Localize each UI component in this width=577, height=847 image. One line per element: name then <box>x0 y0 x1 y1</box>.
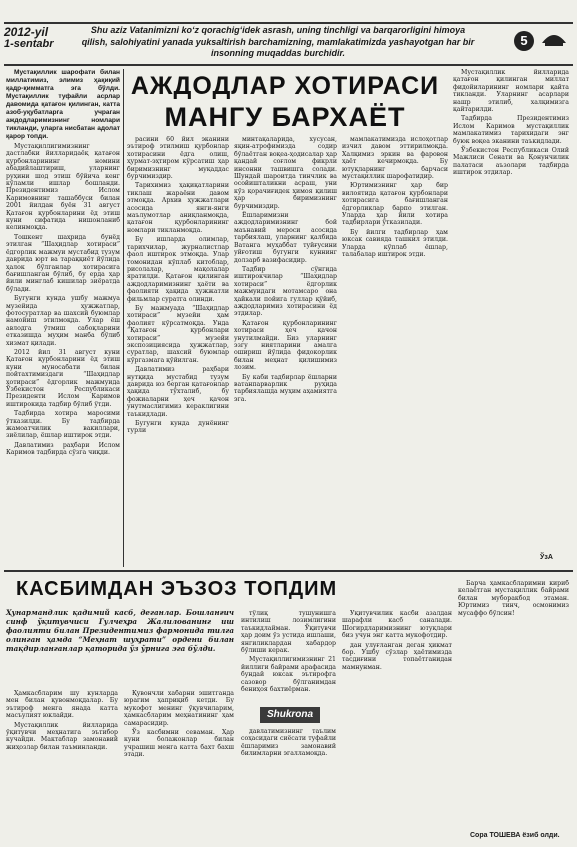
paragraph: 2012 йил 31 август куни Қатағон қурбонларини ёд этиш куни муносабати билан пойтахтимиздаги “Шаҳидлар хотираси” ёдгорлик мажмуида Ўзбекистон Республикаси Президенти Ислом Каримов иштирокида тадбир бўлиб ўтди. <box>6 348 120 408</box>
header-rule <box>4 64 573 66</box>
paragraph: Ёшларимизни аждодларимизнинг бой маънавий мероси асосида тарбиялаш, уларнинг қалбида Ватанга муҳаббат туйғусини уйғотиш бугунги куннинг долзарб вазифасидир. <box>234 212 337 264</box>
paragraph: Юртимизнинг ҳар бир вилоятида қатағон қурбонлари хотирасига бағишланган ёдгорликлар барпо этилган. Уларда ҳар йили хотира тадбирлари ўтказилади. <box>342 182 448 227</box>
paragraph: Ўз касбимни севаман. Ҳар куни болажонлар билан учрашиш менга катта бахт бахш этади. <box>124 729 234 759</box>
article1-lead: Мустақиллик шарофати билан миллатимиз, элимиз ҳақиқий қадр-қимматга эга бўлди. Мустақиллик туфайли асрлар давомида қатағон қилинган, катта азоб-уқубатларга учраган аждодларимизнинг номлари тикланди, уларга нисбатан адолат қарор топди. <box>6 69 120 140</box>
paragraph: Давлатимиз раҳбари нутқида мустабид тузум даврида юз берган қатағонлар ҳақида тўхталиб, бу фожиаларни ҳеч қачон унутмаслигимиз кераклигини таъкидлади. <box>127 366 229 418</box>
paragraph: Тадбирда хотира маросими ўтказилди. Бу тадбирда жамоатчилик вакиллари, зиёлилар, ёшлар иштирок этди. <box>6 410 120 440</box>
article2-author: Сора ТОШЕВА ёзиб олди. <box>470 832 560 839</box>
rubric-label: Shukrona <box>260 707 320 723</box>
paragraph: Мустақиллик йилларида ўқитувчи меҳнатига эътибор кучайди. Мактаблар замонавий жиҳозлар билан таъминланди. <box>6 721 118 751</box>
paragraph: Бу йилги тадбирлар ҳам юксак савияда ташкил этилди. Уларда кўплаб ёшлар, талабалар иштирок этди. <box>342 228 448 259</box>
paragraph: Давлатимиз раҳбари Ислом Каримов тадбирда сўзга чиқди. <box>6 441 120 457</box>
article2-column-3 <box>241 610 336 700</box>
issue-date <box>4 26 60 50</box>
paragraph: Бу мажмуада “Шаҳидлар хотираси” музейи ҳам фаолият кўрсатмоқда. Унда “Қатағон қурбонлари хотираси” музейи экспозициясида ҳужжатлар, суратлар, шахсий буюмлар кўргазмага қўйилган. <box>127 304 229 364</box>
paragraph: Қатағон қурбонларининг хотираси ҳеч қачон унутилмайди. Биз уларнинг эзгу ниятларини амалга ошириш йўлида фидокорлик билан меҳнат қилишимиз лозим. <box>234 319 337 372</box>
paragraph: Тарихимиз ҳақиқатларини тиклаш жараёни давом этмоқда. Архив ҳужжатлари асосида янги-янги маълумотлар аниқланмоқда, қатағон қурбонларининг номлари тикланмоқда. <box>127 182 229 234</box>
paragraph: расини 60 йил эканини эътироф этилмиш қурбонлар хотирасини ёдга олиш, ҳурмат-эҳтиром кўрсатиш ҳар биримизнинг муқаддас бурчимиздир. <box>127 136 229 181</box>
paragraph: мамлакатимизда ислоҳотлар изчил давом эттирилмоқда. Халқимиз эркин ва фаровон ҳаёт кечирмоқда. Бу ютуқларнинг барчаси мустақиллик шарофатидир. <box>342 136 448 181</box>
issue-day: 1-sentabr <box>4 38 54 50</box>
article-title-line1: АЖДОДЛАР ХОТИРАСИ <box>130 72 440 100</box>
paragraph: тўлиқ тушунишга интилиш лозимлигини таъкидлайман. Ўқитувчи ҳар доим ўз устида ишлаши, янгиликлардан хабардор бўлиши керак. <box>241 610 336 655</box>
article1-column-4a <box>342 136 448 567</box>
header-motto: Shu aziz Vatanimizni ko‘z qorachig‘idek asrash, uning tinchligi va barqarorligini himoya qilish, salohiyatini yanada yuksaltirish barchamizning, mamlakatimizda yashayotgan har bir insonning muqaddas burchidir. <box>81 25 475 58</box>
article-title-line2: МАНГУ БАРХАЁТ <box>164 102 406 132</box>
article1-column-5 <box>453 69 569 549</box>
article-separator <box>4 570 573 572</box>
article2-title: КАСБИМДАН ЭЪЗОЗ ТОПДИМ <box>16 578 338 600</box>
paragraph: Мустақиллигимизнинг дастлабки йилларидаёқ қатағон қурбонларининг номини абадийлаштириш, уларнинг руҳини шод этиш бўйича кенг кўламли ишлар бошланди. Президентимиз Ислом Каримовнинг ташаббуси билан 2001 йилдан буён 31 август Қатағон қурбонларини ёд этиш куни сифатида нишонланиб келинмоқда. <box>6 143 120 232</box>
paragraph: Тадбир сўнгида иштирокчилар “Шаҳидлар хотираси” ёдгорлик мажмуидаги мотамсаро она ҳайкали пойига гуллар қўйиб, аждодларимиз хотирасини ёд этдилар. <box>234 265 337 318</box>
logo-icon <box>539 25 569 47</box>
paragraph: Барча ҳамкасбларимни кириб келаётган мустақиллик байрами билан муборакбод этаман. Юртимиз тинч, осмонимиз мусаффо бўлсин! <box>458 580 569 617</box>
article2-column-1 <box>6 690 118 840</box>
article1-column-1 <box>6 69 120 567</box>
page-number: 5 <box>514 31 534 51</box>
article2-column-3b <box>241 728 336 840</box>
paragraph: минтақаларида, хусусан, яқин-атрофимизда содир бўлаётган воқеа-ҳодисалар ҳар қандай соғлом фикрли инсонни ташвишга солади. Шундай шароитда тинчлик ва осойишталикни асраш, уни кўз қорачиғидек ҳимоя қилиш ҳар биримизнинг бурчимиздир. <box>234 136 337 210</box>
paragraph: Қувончли хабарни эшитганда юрагим ҳаприқиб кетди. Бу мукофот менинг ўқувчиларим, ҳамкасбларим меҳнатининг ҳам самарасидир. <box>124 690 234 727</box>
paragraph: Бугунги кунда ушбу мажмуа музейида ҳужжатлар, фотосуратлар ва шахсий буюмлар намойиш этилмоқда. Улар ёш авлодга ўтмиш сабоқларини етказишда муҳим манба бўлиб хизмат қилади. <box>6 295 120 347</box>
article2-intro: Ҳунармандлик қадимий касб, деганлар. Бошланғич синф ўқитувчиси Гулчеҳра Жалилованинг иш фаолияти билан Президентимиз фармонида тилга олинган ҳамда “Меҳнат шуҳрати” ордени билан тақдирланганлар қаторида ўз ўрнига эга бўлди. <box>6 608 234 653</box>
paragraph: давлатимизнинг таълим соҳасидаги сиёсати туфайли ёшларимиз замонавий билимларни эгалламоқда. <box>241 728 336 758</box>
paragraph: Ҳамкасбларим шу кунларда мен билан қувонмоқдалар. Бу эътироф менга янада катта масъулият юклайди. <box>6 690 118 720</box>
article2-column-2 <box>124 690 234 840</box>
top-rule <box>4 22 573 24</box>
paragraph: Ўқитувчилик касби азалдан шарафли касб саналади. Шогирдларимизнинг ютуқлари биз учун энг катта мукофотдир. <box>342 610 452 640</box>
paragraph: Мустақиллик йилларида қатағон қилинган миллат фидойиларининг номлари қайта тикланди. Уларнинг асарлари нашр этилиб, халқимизга қайтарилди. <box>453 69 569 114</box>
paragraph: дан улуғланган деган ҳикмат бор. Ушбу сўзлар ҳаётимизда тасдиғини топаётганидан мамнунман. <box>342 641 452 671</box>
paragraph: Мустақиллигимизнинг 21 йиллиги байрами арафасида бундай юксак эътирофга сазовор бўлганимдан бениҳоя бахтиёрман. <box>241 656 336 694</box>
article2-column-4 <box>342 610 452 840</box>
article2-column-5 <box>458 580 569 825</box>
paragraph: Тадбирда Президентимиз Ислом Каримов мустақиллик мамлакатимиз тарихидаги энг буюк воқеа эканини таъкидлади. <box>453 115 569 145</box>
paragraph: Бу каби тадбирлар ёшларни ватанпарварлик руҳида тарбиялашда муҳим аҳамиятга эга. <box>234 373 337 403</box>
issue-year: 2012-yil <box>4 25 49 39</box>
article1-column-2 <box>127 136 229 567</box>
paragraph: Тошкент шаҳрида бунёд этилган “Шаҳидлар хотираси” ёдгорлик мажмуи мустабид тузум даврида юрт ва тараққиёт йўлида ҳалок бўлганлар хотирасига бағишланган бўлиб, бу ерда ҳар йили минглаб кишилар зиёратда бўлади. <box>6 233 120 293</box>
column-divider <box>123 69 124 567</box>
paragraph: Бу ишларда олимлар, тарихчилар, журналистлар фаол иштирок этмоқда. Улар томонидан кўплаб китоблар, рисолалар, мақолалар яратилди. Қатағон қилинган аждодларимизнинг ҳаёти ва фаолияти ҳақида ҳужжатли фильмлар суратга олинди. <box>127 236 229 303</box>
paragraph: Ўзбекистон Республикаси Олий Мажлиси Сенати ва Қонунчилик палатаси аъзолари тадбирда иштирок этдилар. <box>453 147 569 177</box>
article1-column-3 <box>234 136 337 567</box>
newspaper-logo <box>539 25 569 59</box>
article1-author: ЎзА <box>540 554 553 561</box>
paragraph: Бугунги кунда дунёнинг турли <box>127 420 229 435</box>
